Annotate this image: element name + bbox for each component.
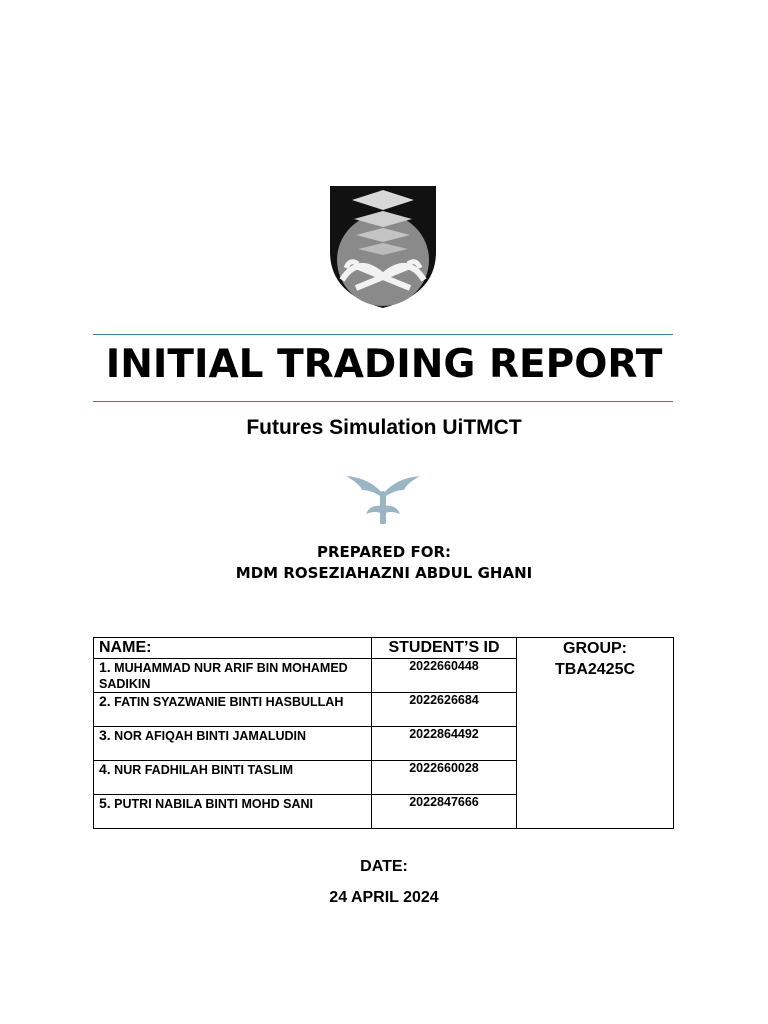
date-label: DATE:: [360, 858, 408, 875]
member-id: 2022864492: [372, 727, 517, 761]
member-id: 2022660028: [372, 761, 517, 795]
report-subtitle: Futures Simulation UiTMCT: [246, 416, 522, 439]
table-header-row: [94, 638, 674, 659]
prepared-for-label: PREPARED FOR:: [316, 543, 452, 561]
member-id: 2022626684: [372, 693, 517, 727]
fleur-ornament-icon: [340, 468, 426, 524]
member-name-cell: [94, 795, 372, 829]
group-cell: [517, 638, 674, 829]
title-rule-bottom: [93, 401, 673, 402]
member-id: 2022660448: [372, 659, 517, 693]
header-name: NAME:: [94, 638, 372, 659]
member-number: 2.: [99, 693, 111, 709]
member-id: 2022847666: [372, 795, 517, 829]
title-rule-top: [93, 334, 673, 335]
members-table: [93, 637, 674, 829]
header-student-id: STUDENT’S ID: [372, 638, 517, 659]
group-label: GROUP:: [563, 640, 627, 657]
member-name: PUTRI NABILA BINTI MOHD SANI: [114, 797, 314, 811]
university-crest-icon: [328, 184, 438, 310]
member-number: 1.: [99, 659, 111, 675]
group-value: TBA2425C: [554, 661, 636, 678]
member-name: MUHAMMAD NUR ARIF BIN MOHAMED SADIKIN: [99, 661, 348, 691]
member-number: 3.: [99, 727, 111, 743]
member-name: FATIN SYAZWANIE BINTI HASBULLAH: [114, 695, 344, 709]
date-value: 24 APRIL 2024: [329, 889, 439, 906]
member-name-cell: [94, 761, 372, 795]
member-name-cell: [94, 659, 372, 693]
member-number: 4.: [99, 761, 111, 777]
member-name: NUR FADHILAH BINTI TASLIM: [114, 763, 294, 777]
member-name: NOR AFIQAH BINTI JAMALUDIN: [114, 729, 307, 743]
member-number: 5.: [99, 795, 111, 811]
prepared-for-block: [0, 542, 768, 584]
report-title: INITIAL TRADING REPORT: [105, 342, 663, 387]
member-name-cell: [94, 693, 372, 727]
prepared-for-name: MDM ROSEZIAHAZNI ABDUL GHANI: [235, 564, 533, 582]
member-name-cell: [94, 727, 372, 761]
